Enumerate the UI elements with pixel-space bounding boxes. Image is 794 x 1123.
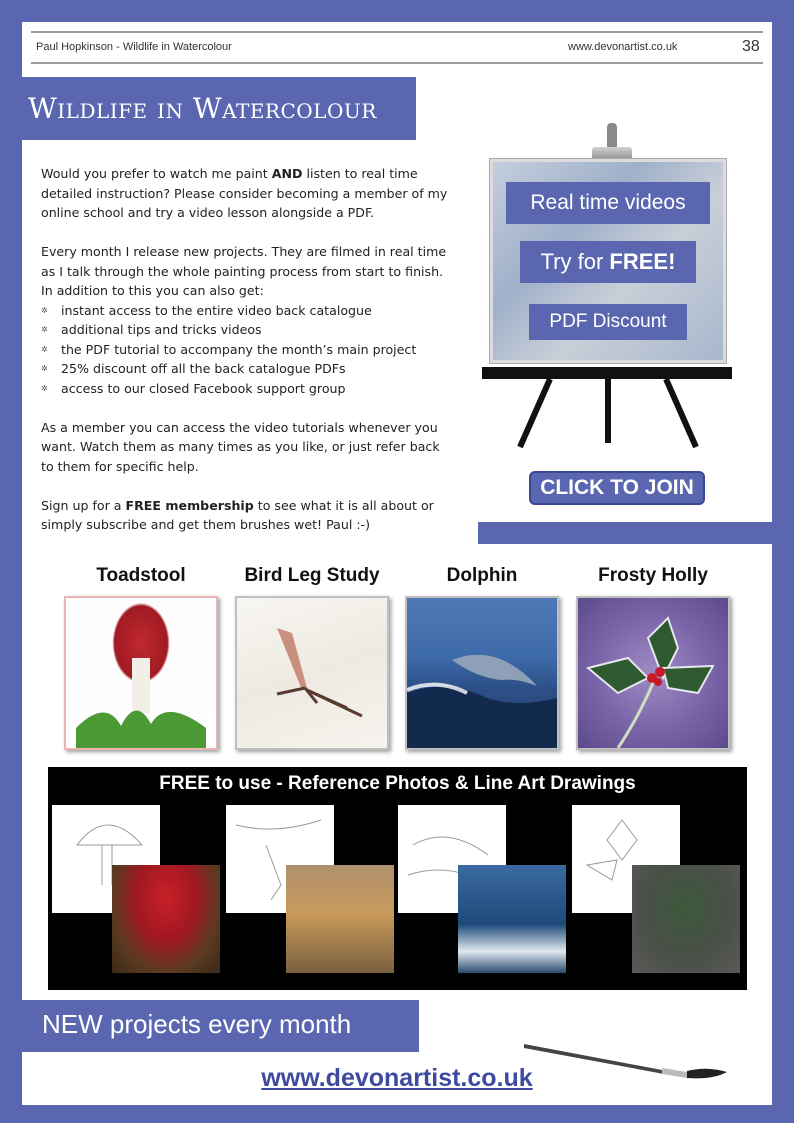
toadstool-painting[interactable] [64, 596, 218, 750]
toadstool-icon [66, 598, 216, 748]
project-title-dolphin: Dolphin [446, 565, 518, 586]
bird-leg-painting[interactable] [235, 596, 389, 750]
intro-paragraph-3: As a member you can access the video tutorials whenever you want. Watch them as many times as you like, or just refer back to them for specific help. [41, 419, 440, 474]
intro-paragraph-2: Every month I release new projects. They are filmed in real time as I talk through the whole painting process from start to finish. In addition to this you can also get: [41, 244, 447, 298]
p4-text: Sign up for a [41, 497, 126, 513]
click-to-join-button[interactable]: CLICK TO JOIN [529, 471, 705, 505]
header-rule-top [31, 31, 763, 33]
p1-bold: AND [271, 166, 303, 181]
page [22, 22, 772, 1105]
new-projects-banner [22, 1000, 419, 1052]
real-time-videos-button[interactable]: Real time videos [506, 182, 710, 224]
header-site[interactable]: www.devonartist.co.uk [568, 41, 678, 53]
benefit-item: ✲ additional tips and tricks videos [41, 320, 451, 340]
easel-graphic [480, 117, 740, 457]
intro-paragraph-1 [41, 164, 451, 223]
footer-website-link[interactable]: www.devonartist.co.uk [261, 1064, 533, 1092]
p4-bold: FREE [125, 497, 162, 513]
intro-text [41, 164, 451, 554]
benefit-item: ✲ the PDF tutorial to accompany the month’s main project [41, 340, 451, 360]
p4-text-after: to see what it is all about or simply subscribe and get them brushes wet! Paul :-) [41, 497, 434, 532]
try-free-bold: FREE! [609, 249, 676, 274]
reference-title: FREE to use - Reference Photos & Line Art Drawings [159, 773, 636, 794]
p1-text-after: listen to real time detailed instruction? Please consider becoming a member of my online school and try a video lesson alongside a PDF. [41, 166, 448, 220]
new-projects-text: NEW projects every month [42, 1009, 352, 1039]
bird-leg-icon [237, 598, 387, 748]
benefit-item: ✲ access to our closed Facebook support group [41, 379, 451, 399]
title-banner [22, 77, 416, 140]
holly-photo[interactable] [632, 865, 740, 973]
project-title-frosty-holly: Frosty Holly [598, 565, 708, 586]
benefit-item: ✲ 25% discount off all the back catalogue PDFs [41, 359, 451, 379]
project-title-toadstool: Toadstool [96, 565, 186, 586]
frosty-holly-painting[interactable] [576, 596, 730, 750]
dolphin-painting[interactable] [405, 596, 559, 750]
reference-panel [48, 767, 747, 990]
p4-membership: membership [161, 497, 254, 513]
holly-icon [578, 598, 728, 748]
benefit-list [41, 301, 451, 399]
pdf-discount-button[interactable]: PDF Discount [529, 304, 687, 340]
dolphin-photo[interactable] [458, 865, 566, 973]
page-number: 38 [742, 38, 760, 55]
p1-text: Would you prefer to watch me paint [41, 166, 272, 181]
benefit-item: ✲ instant access to the entire video back catalogue [41, 301, 451, 321]
page-title: Wildlife in Watercolour [28, 92, 377, 125]
section-divider-tab [478, 522, 772, 544]
bird-photo[interactable] [286, 865, 394, 973]
dolphin-icon [407, 598, 557, 748]
easel-legs-icon [480, 117, 740, 457]
header-rule-bottom [31, 62, 763, 64]
header-author: Paul Hopkinson - Wildlife in Watercolour [36, 41, 232, 53]
toadstool-photo[interactable] [112, 865, 220, 973]
try-label: Try for [540, 249, 610, 274]
project-title-bird-leg: Bird Leg Study [244, 565, 380, 586]
intro-paragraph-4 [41, 496, 451, 535]
